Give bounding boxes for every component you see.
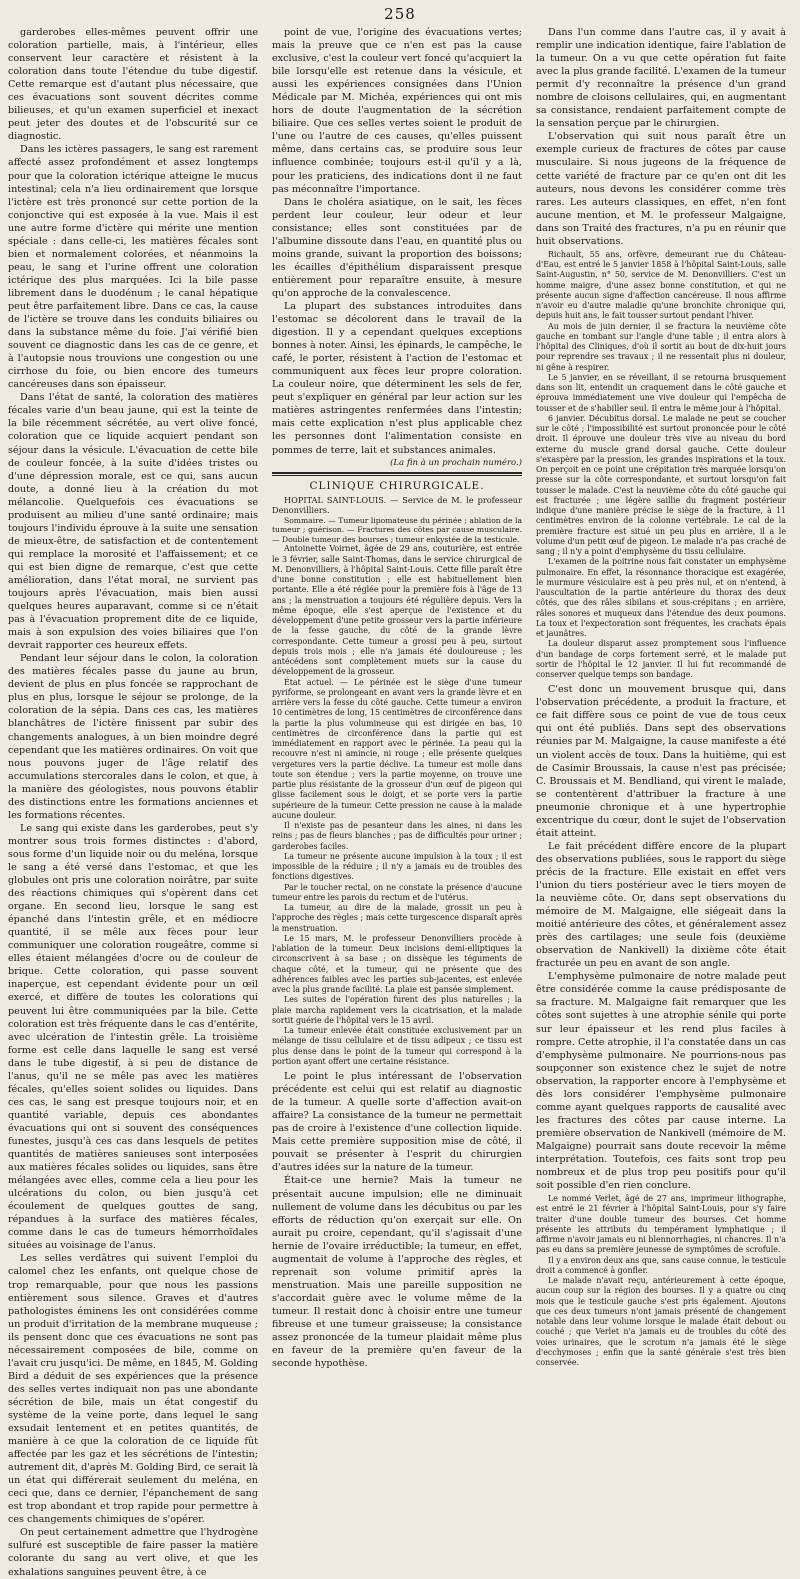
paragraph: C'est donc un mouvement brusque qui, dans l'observation précédente, a produit la fracture, et ce fait diffère sous ce point de vue de tous ceux qui ont été publiés. Dans sept des observations réunies par M. Malgaigne, la cause manifeste a été un violent accès de toux. Dans la huitième, qui est de Casimir Broussais, la cause n'est pas précisée; C. Broussais et M. Bendliand, qui virent le malade, se contentèrent d'attribuer la fracture à une pneumonie chronique et à une hypertrophie excentrique du cœur, dont le sujet de l'observation était atteint. — [536, 684, 786, 839]
case-paragraph: La tumeur enlevée était constituée exclusivement par un mélange de tissu cellulaire et de tissu adipeux ; ce tissu est plus dense dans le point de la tumeur qui correspond à la portion ayant offert une certaine résistance. — [272, 1026, 522, 1066]
case-paragraph: Le 5 janvier, en se réveillant, il se retourna brusquement dans son lit, entendit un craquement dans le côté gauche et éprouva immédiatement une vive douleur qui l'empêcha de tousser et de s'habiller seul. Il entra le même jour à l'hôpital. — [536, 372, 786, 413]
page-number: 258 — [384, 5, 416, 23]
paragraph: Dans le choléra asiatique, on le sait, les fèces perdent leur couleur, leur odeur et leur consistance; elles sont constituées par de l'albumine dissoute dans l'eau, en quantité plus ou moins grande, suivant la proportion des boissons; les écailles d'épithélium disparaissent presque entièrement pour reparaître ensuite, à mesure qu'on approche de la convalescence. — [272, 196, 522, 299]
section-divider — [272, 472, 522, 476]
paragraph: Le sang qui existe dans les garderobes, peut s'y montrer sous trois formes distinctes : d'abord, sous forme d'un liquide noir ou du meléna, lorsque le sang a été versé dans l'estomac, et que les globules ont pris une coloration noirâtre, par suite des réactions chimiques qui s'opèrent dans cet organe. En second lieu, lorsque le sang est épanché dans l'intestin grêle, et en médiocre quantité, il se mêle aux fèces pour leur communiquer une coloration rougeâtre, comme si elles étaient mélangées d'ocre ou de couleur de brique. Cette coloration, qui passe souvent inaperçue, est cependant évidente pour un œil exercé, et diffère de toutes les colorations qui peuvent lui être communiquées par la bile. Cette coloration est très fréquente dans le cas d'entérite, avec ulcération de l'intestin grêle. La troisième forme est celle dans laquelle le sang est versé dans le tube digestif, à si peu de distance de l'anus, qu'il ne se mêle pas avec les matières fécales, qu'elles soient solides ou liquides. Dans ces cas, le sang est presque toujours noir, et en quantité variable, depuis ces abondantes évacuations qui ont si souvent des conséquences funestes, jusqu'à ces cas dans lesquels de petites quantités de matières sanieuses sont interposées aux matières fécales solides ou liquides, sans être mélangées avec elles, comme cela a lieu pour les ulcérations du colon, ou bien jusqu'à cet écoulement de quelques gouttes de sang, répandues à la surface des matières fécales, comme dans le cas de tumeurs hémorrhoïdales situées au voisinage de l'anus. — [8, 822, 258, 1252]
paragraph: Dans les ictères passagers, le sang est rarement affecté assez profondément et assez longtemps pour que la coloration ictérique atteigne le mucus intestinal; cela n'a lieu ordinairement que lorsque l'ictère est très prononcé sur cette portion de la conjonctive qui est exposée à la vue. Mais il est une autre forme d'ictère qui mérite une mention spéciale : dans celle-ci, les matières fécales sont bien et normalement colorées, et néanmoins la peau, le sang et l'urine offrent une coloration ictérique des plus marquées. Ici la bile passe librement dans le duodénum ; le canal hépatique peut être parfaitement libre. Dans ce cas, la cause de l'ictère se trouve dans les conduits biliaires ou dans la substance même du foie. J'ai vérifié bien souvent ce diagnostic dans les cas de ce genre, et à l'autopsie nous trouvions une congestion ou une cirrhose du foie, ou bien encore des tumeurs cancéreuses dans son épaisseur. — [8, 144, 258, 391]
paragraph: Les selles verdâtres qui suivent l'emploi du calomel chez les enfants, ont quelque chose de trop remarquable, pour que nous les passions entièrement sous silence. Graves et d'autres pathologistes éminens les ont considérées comme un produit d'irritation de la membrane muqueuse ; ils pensent donc que ces évacuations ne sont pas nécessairement composées de bile, comme on l'avait cru jusqu'ici. De même, en 1845, M. Golding Bird a déduit de ses expériences que la présence des selles vertes indiquait non pas une abondante sécrétion de bile, mais un état congestif du système de la veine porte, dans lequel le sang exsudait lentement et en petites quantités, de manière à ce que la coloration de ce liquide fût affectée par les gaz et les sécrétions de l'intestin; autrement dit, d'après M. Golding Bird, ce serait là un état qui différerait seulement du meléna, en ceci que, dans ce dernier, l'épanchement de sang est trop abondant et trop rapide pour permettre à ces changements chimiques de s'opérer. — [8, 1253, 258, 1526]
paragraph: L'observation qui suit nous paraît être un exemple curieux de fractures de côtes par cause musculaire. Si nous jugeons de la fréquence de cette variété de fracture par ce qu'en ont dit les auteurs, nous devons les considérer comme très rares. Les auteurs classiques, en effet, n'en font aucune mention, et M. le professeur Malgaigne, dans son Traité des fractures, n'a pu en réunir que huit observations. — [536, 131, 786, 247]
paragraph: La plupart des substances introduites dans l'estomac se décolorent dans le travail de la digestion. Il y a cependant quelques exceptions bonnes à noter. Ainsi, les épinards, le campêche, le café, le porter, résistent à l'action de l'estomac et communiquent aux fèces leur propre coloration. La couleur noire, que déterminent les sels de fer, peut s'expliquer en général par leur action sur les matières astringentes renfermées dans l'intestin; mais cette explication n'est plus applicable chez les personnes dont l'alimentation consiste en pommes de terre, lait et substances animales. — [272, 300, 522, 456]
continuation-note: (La fin à un prochain numéro.) — [390, 457, 522, 468]
paragraph: garderobes elles-mêmes peuvent offrir une coloration partielle, mais, à l'intérieur, elles conservent leur caractère et résistent à la coloration dans toute l'étendue du tube digestif. Cette remarque est d'autant plus nécessaire, que ces évacuations sont souvent décrites comme bilieuses, et qu'un examen superficiel et inexact peut jeter des doutes et de l'obscurité sur ce diagnostic. — [8, 27, 258, 143]
hospital-line: HOPITAL SAINT-LOUIS. — Service de M. le professeur Denonvilliers. — [272, 494, 522, 516]
paragraph: On peut certainement admettre que l'hydrogène sulfuré est susceptible de faire passer la matière colorante du sang au vert olive, et que les exhalations sanguines peuvent être, à ce — [8, 1527, 258, 1578]
paragraph: Était-ce une hernie? Mais la tumeur ne présentait aucune impulsion; elle ne diminuait nullement de volume dans les décubitus ou par les efforts de réduction qu'on exerçait sur elle. On aurait pu croire, cependant, qu'il s'agissait d'une hernie de l'ovaire irréductible; la tumeur, en effet, augmentait de volume à l'approche des règles, et reprenait son volume primitif après la menstruation. Mais une pareille supposition ne s'accordait guère avec le volume même de la tumeur. Il restait donc à choisir entre une tumeur fibreuse et une tumeur graisseuse; la consistance assez prononcée de la tumeur plaidait même plus en faveur de la première qu'en faveur de la seconde hypothèse. — [272, 1175, 522, 1370]
case-paragraph: 6 janvier. Décubitus dorsal. Le malade ne peut se coucher sur le côté ; l'impossibilité est surtout prononcée pour le côté droit. Il éprouve une douleur très vive au niveau du bord externe du muscle grand dorsal gauche. Cette douleur s'exaspère par la pression, les grandes inspirations et la toux. On perçoit en ce point une crépitation très marquée lorsqu'on presse sur la côte correspondante, et surtout lorsqu'on fait tousser le malade. C'est la neuvième côte du côté gauche qui est fracturée ; une légère saillie du fragment postérieur indique d'une manière précise le siège de la fracture, à 11 centimètres environ de la colonne vertébrale. Le cal de la première fracture est situé un peu plus en arrière, il a le volume d'un petit œuf de pigeon. Le malade n'a pas craché de sang ; il n'y a point d'emphysème du tissu cellulaire. — [536, 413, 786, 557]
case-paragraph: La douleur disparut assez promptement sous l'influence d'un bandage de corps fortement serré, et le malade put sortir de l'hôpital le 12 janvier. Il lui fut recommandé de conserver quelque temps son bandage. — [536, 639, 786, 680]
case-paragraph: Antoinette Voirnet, âgée de 29 ans, couturière, est entrée le 3 février, salle Saint-Thomas, dans le service chirurgical de M. Denonvilliers, à l'hôpital Saint-Louis. Cette fille paraît être d'une bonne constitution ; elle est habituellement bien portante. Elle a été réglée pour la première fois à l'âge de 13 ans ; la menstruation a toujours été régulière depuis. Vers la même époque, elle s'est aperçue de l'existence et du développement d'une petite grosseur vers la partie inférieure de la fesse gauche, du côté de la grande lèvre correspondante. Cette tumeur a grossi peu à peu, surtout depuis trois mois ; elle n'a jamais été douloureuse ; les antécédens sont complètement muets sur la cause du développement de la grosseur. — [272, 544, 522, 677]
case-paragraph: Richault, 55 ans, orfèvre, demeurant rue du Château-d'Eau, est entré le 5 janvier 1858 à l'hôpital Saint-Louis, salle Saint-Augustin, n° 50, service de M. Denonvilliers. C'est un homme maigre, d'une assez bonne constitution, et qui ne présente aucun signe d'affection cancéreuse. Il nous affirme n'avoir eu d'autre maladie qu'une bronchite chronique qui, depuis huit ans, le fait tousser surtout pendant l'hiver. — [536, 249, 786, 321]
paragraph: point de vue, l'origine des évacuations vertes; mais la preuve que ce n'en est pas la cause exclusive, c'est la couleur vert foncé qu'acquiert la bile lorsqu'elle est retenue dans la vésicule, et aussi les expériences consignées dans l'Union Médicale par M. Michéa, expériences qui ont mis hors de doute l'augmentation de la sécrétion biliaire. Que ces selles vertes soient le produit de l'une ou l'autre de ces causes, qu'elles puissent même, dans certains cas, se produire sous leur influence combinée; toujours est-il qu'il y a là, pour les praticiens, des indications dont il ne faut pas méconnaître l'importance. — [272, 27, 522, 195]
case-paragraph: Il n'existe pas de pesanteur dans les aines, ni dans les reins ; pas de fleurs blanches ; pas de difficultés pour uriner ; garderobes faciles. — [272, 821, 522, 851]
case-paragraph: L'examen de la poitrine nous fait constater un emphysème pulmonaire. En effet, la résonnance thoracique est exagérée, le murmure vésiculaire est à peu près nul, et on n'entend, à l'auscultation de la partie antérieure du thorax des deux côtés, que des râles sibilans et sous-crépitans ; en arrière, râles sonores et muqueux dans l'étendue des deux poumons. La toux et l'expectoration sont fréquentes, les crachats épais et jaunâtres. — [536, 557, 786, 639]
case-paragraph: Il y a environ deux ans que, sans cause connue, le testicule droit a commencé à gonfler. — [536, 1255, 786, 1275]
column-2 — [272, 26, 522, 1370]
paragraph: L'emphysème pulmonaire de notre malade peut être considérée comme la cause prédisposante de sa fracture. M. Malgaigne fait remarquer que les côtes sont sujettes à une atrophie sénile qui porte sur leur épaisseur et les rend plus faciles à rompre. Cette atrophie, il l'a constatée dans un cas d'emphysème pulmonaire. Ne pourrions-nous pas soupçonner son existence chez le sujet de notre observation, la rapporter encore à l'emphysème et dès lors considérer l'emphysème pulmonaire comme ayant quelques rapports de causalité avec les fractures des côtes par cause interne. La première observation de Nankivell (mémoire de M. Malgaigne) pourrait sans doute recevoir la même interprétation. Toutefois, ces faits sont trop peu nombreux et de plus trop peu positifs pour qu'il soit possible d'en rien conclure. — [536, 971, 786, 1192]
paragraph: Le fait précédent diffère encore de la plupart des observations publiées, sous le rapport du siège précis de la fracture. Elle existait en effet vers l'union du tiers postérieur avec le tiers moyen de la neuvième côte. Or, dans sept observations du mémoire de M. Malgaigne, elle siégeait dans la moitié antérieure des côtes, et généralement assez près des cartilages; une seule fois (deuxième observation de Nankivell) la dixième côte était fracturée un peu en avant de son angle. — [536, 840, 786, 970]
case-paragraph: Les suites de l'opération furent des plus naturelles ; la plaie marcha rapidement vers la cicatrisation, et la malade sortit guérie de l'hôpital vers le 15 avril. — [272, 995, 522, 1025]
case-paragraph: Au mois de juin dernier, il se fractura la neuvième côte gauche en tombant sur l'angle d'une table ; il entra alors à l'hôpital des Cliniques, d'où il sortit au bout de dix-huit jours pour reprendre ses travaux ; il ne ressentait plus ni douleur, ni gêne à respirer. — [536, 321, 786, 372]
column-1 — [8, 26, 258, 1578]
case-paragraph: La tumeur ne présente aucune impulsion à la toux ; il est impossible de la réduire ; il n'y a jamais eu de troubles des fonctions digestives. — [272, 851, 522, 882]
case-paragraph: État actuel. — Le périnée est le siège d'une tumeur pyriforme, se prolongeant en avant vers la grande lèvre et en arrière vers la fesse du côté gauche. Cette tumeur a environ 10 centimètres de long, 15 centimètres de circonférence dans la partie la plus volumineuse qui est dirigée en bas, 10 centimètres de circonférence dans la partie qui est immédiatement en rapport avec le périnée. La peau qui la recouvre n'est ni amincie, ni rouge ; elle présente quelques vergetures vers la partie déclive. La tumeur est molle dans toute son étendue ; vers la partie moyenne, on trouve une partie plus résistante de la grosseur d'un œuf de pigeon qui glisse facilement sous le doigt, et se porte vers la partie supérieure de la tumeur. Cette pression ne cause à la malade aucune douleur. — [272, 677, 522, 820]
case-paragraph: La tumeur, au dire de la malade, grossit un peu à l'approche des règles ; mais cette turgescence disparaît après la menstruation. — [272, 903, 522, 933]
case-paragraph: Par le toucher rectal, on ne constate la présence d'aucune tumeur entre les parois du rectum et de l'utérus. — [272, 882, 522, 902]
paragraph: Pendant leur séjour dans le colon, la coloration des matières fécales passe du jaune au brun, devient de plus en plus foncée se rapprochant de plus en plus, lorsque le séjour se prolonge, de la coloration de la sépia. Dans ces cas, les matières blanchâtres de l'ictère finissent par subir des changements analogues, à un bien moindre degré cependant que les matières ordinaires. On voit que nous pouvons juger de l'âge relatif des accumulations stercorales dans le colon, et que, à la manière des géologistes, nous pouvons établir des distinctions entre les formations anciennes et les formations récentes. — [8, 653, 258, 821]
column-3 — [536, 26, 786, 1368]
paragraph: Le point le plus intéressant de l'observation précédente est celui qui est relatif au diagnostic de la tumeur. A quelle sorte d'affection avait-on affaire? La consistance de la tumeur ne permettait pas de croire à l'existence d'une collection liquide. Mais cette première supposition mise de côté, il pouvait se présenter à l'esprit du chirurgien d'autres idées sur la nature de la tumeur. — [272, 1071, 522, 1174]
case-paragraph: Le 15 mars, M. le professeur Denonvilliers procède à l'ablation de la tumeur. Deux incisions demi-elliptiques la circonscrivent à sa base ; on dissèque les téguments de chaque côté, et la tumeur, qui ne présente que des adhérences faibles avec les parties sub-jacentes, est enlevée avec la plus grande facilité. La plaie est pansée simplement. — [272, 933, 522, 995]
paragraph: Dans l'un comme dans l'autre cas, il y avait à remplir une indication identique, faire l'ablation de la tumeur. On a vu que cette opération fut faite avec la plus grande facilité. L'examen de la tumeur permit d'y reconnaître la présence d'un grand nombre de cloisons cellulaires, qui, en augmentant sa consistance, rendaient parfaitement compte de la sensation perçue par le chirurgien. — [536, 27, 786, 130]
paragraph: Dans l'état de santé, la coloration des matières fécales varie d'un beau jaune, qui est la teinte de la bile récemment sécrétée, au vert olive foncé, coloration que ce liquide acquiert pendant son séjour dans la vésicule. L'évacuation de cette bile de couleur foncée, à la suite d'idées tristes ou d'une dépression morale, est ce qui, sans aucun doute, a donné lieu à la création du mot mélancolie. Quelquefois ces évacuations se produisent au milieu d'une santé ordinaire; mais toujours l'individu éprouve à la suite une sensation de mieux-être, de satisfaction et de contentement qui remplace la morosité et l'affaissement; et ce qui est bien digne de remarque, c'est que cette amélioration, dans l'état moral, ne survient pas toujours après l'évacuation, mais bien aussi quelques heures auparavant, comme si ce n'était pas à l'évacuation proprement dite de ce liquide, mais à son expulsion des voies biliaires que l'on devrait rapporter ces heureux effets. — [8, 392, 258, 652]
case-paragraph: Le malade n'avait reçu, antérieurement à cette époque, aucun coup sur la région des bourses. Il y a quatre ou cinq mois que le testicule gauche s'est pris également. Ajoutons que ces deux tumeurs n'ont jamais présenté de changement notable dans leur volume lorsque le malade était debout ou couché ; que Verlet n'a jamais eu de troubles du côté des voies urinaires, que le scrotum n'a jamais été le siège d'ecchymoses ; enfin que la santé générale s'est très bien conservée. — [536, 1276, 786, 1368]
section-title: CLINIQUE CHIRURGICALE. — [309, 479, 485, 492]
summary: Sommaire. — Tumeur lipomateuse du périnée ; ablation de la tumeur ; guérison. — Fractures des côtes par cause musculaire. — Double tumeur des bourses ; tumeur enkystée de la testicule. — [272, 515, 522, 544]
case-paragraph: Le nommé Verlet, âgé de 27 ans, imprimeur lithographe, est entré le 21 février à l'hôpital Saint-Louis, pour s'y faire traiter d'une double tumeur des bourses. Cet homme présente les attributs du tempérament lymphatique ; il affirme n'avoir jamais eu ni blennorrhagies, ni chancres. Il n'a pas eu dans sa première jeunesse de symptômes de scrofule. — [536, 1194, 786, 1255]
